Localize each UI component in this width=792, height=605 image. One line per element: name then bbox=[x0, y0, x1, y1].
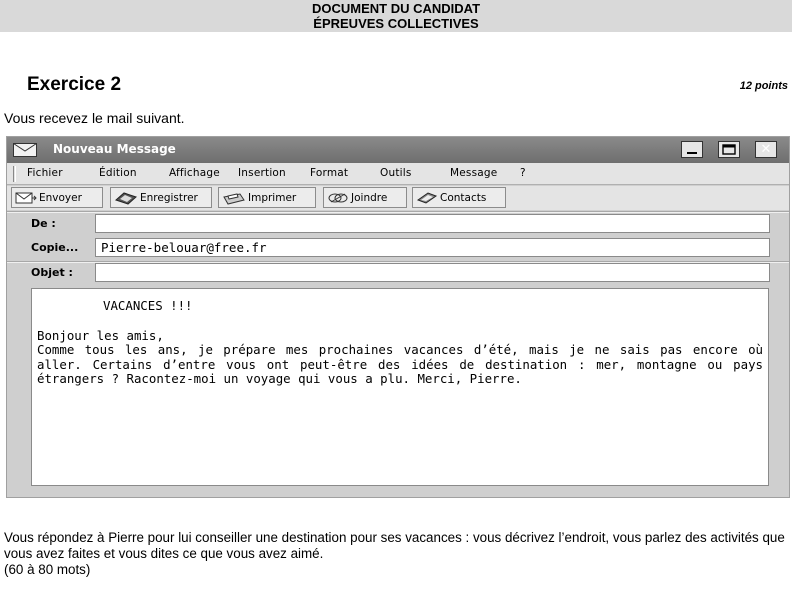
header-line-2: ÉPREUVES COLLECTIVES bbox=[313, 16, 479, 31]
attach-label: Joindre bbox=[351, 191, 388, 204]
close-icon: ✕ bbox=[760, 142, 772, 157]
menu-help[interactable]: ? bbox=[520, 167, 526, 179]
menu-outils[interactable]: Outils bbox=[380, 167, 412, 179]
maximize-button[interactable] bbox=[718, 141, 740, 158]
save-icon bbox=[114, 191, 138, 205]
minimize-button[interactable] bbox=[681, 141, 703, 158]
message-greeting: Bonjour les amis, bbox=[37, 327, 164, 343]
print-button[interactable] bbox=[218, 187, 316, 208]
save-button[interactable] bbox=[110, 187, 212, 208]
menu-format[interactable]: Format bbox=[310, 167, 349, 179]
menu-grip bbox=[13, 166, 16, 182]
subject-label: Objet : bbox=[31, 266, 73, 279]
exercise-title: Exercice 2 bbox=[27, 74, 122, 95]
minimize-icon bbox=[686, 145, 698, 155]
cc-label: Copie... bbox=[31, 241, 79, 254]
contacts-icon bbox=[416, 191, 438, 205]
printer-icon bbox=[222, 191, 246, 205]
print-label: Imprimer bbox=[248, 191, 297, 204]
attach-icon bbox=[327, 191, 349, 205]
points-label: 12 points bbox=[739, 80, 788, 92]
contacts-label: Contacts bbox=[440, 191, 487, 204]
menu-affichage[interactable]: Affichage bbox=[169, 167, 220, 179]
toolbar bbox=[7, 186, 789, 210]
attach-button[interactable] bbox=[323, 187, 407, 208]
message-subject: VACANCES !!! bbox=[103, 298, 193, 313]
intro-text: Vous recevez le mail suivant. bbox=[4, 110, 185, 126]
title-bar[interactable] bbox=[7, 137, 789, 163]
header-line-1: DOCUMENT DU CANDIDAT bbox=[311, 1, 481, 16]
document-header bbox=[0, 0, 792, 32]
message-text: Comme tous les ans, je prépare mes prochaines vacances d’été, mais je ne sais pas encore où aller. Certains d’entre vous ont peut-être des idées de destination : mer, montagne ou pays étrangers ? Racontez-moi un voyage qui vous a plu. Merci, Pierre. bbox=[37, 342, 763, 387]
instructions-text: Vous répondez à Pierre pour lui conseiller une destination pour ses vacances : vous décrivez l’endroit, vous parlez des activités que vous avez faites et vous dites ce que vous avez aimé. bbox=[4, 530, 785, 561]
envelope-icon bbox=[13, 143, 37, 157]
from-field[interactable] bbox=[95, 214, 770, 233]
menu-insertion[interactable]: Insertion bbox=[238, 167, 286, 179]
send-label: Envoyer bbox=[39, 191, 82, 204]
window-title: Nouveau Message bbox=[53, 142, 176, 156]
menu-fichier[interactable]: Fichier bbox=[27, 167, 63, 179]
toolbar-divider bbox=[7, 211, 789, 213]
instructions bbox=[4, 530, 788, 578]
menu-bar bbox=[7, 163, 789, 185]
send-icon bbox=[15, 191, 37, 205]
message-body[interactable] bbox=[31, 288, 769, 486]
menu-message[interactable]: Message bbox=[450, 167, 498, 179]
mail-window bbox=[6, 136, 790, 498]
contacts-button[interactable] bbox=[412, 187, 506, 208]
word-count: (60 à 80 mots) bbox=[4, 562, 91, 577]
maximize-icon bbox=[722, 144, 736, 155]
send-button[interactable] bbox=[11, 187, 103, 208]
from-label: De : bbox=[31, 217, 56, 230]
cc-field[interactable]: Pierre-belouar@free.fr bbox=[95, 238, 770, 257]
menu-edition[interactable]: Édition bbox=[99, 167, 137, 179]
subject-field[interactable] bbox=[95, 263, 770, 282]
save-label: Enregistrer bbox=[140, 191, 198, 204]
close-button[interactable] bbox=[755, 141, 777, 158]
